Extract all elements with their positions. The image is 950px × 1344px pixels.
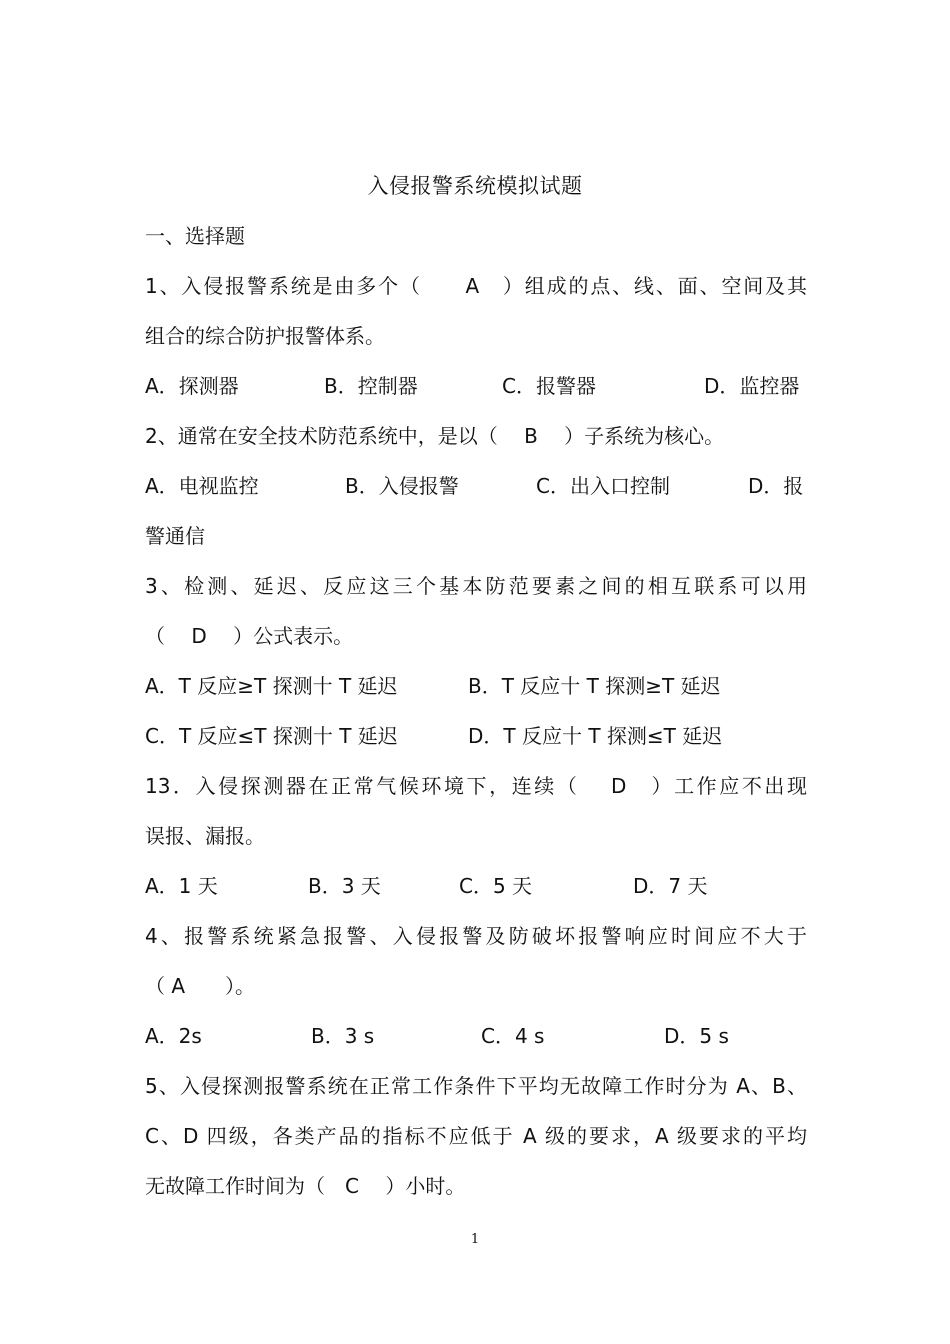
question-1-option-a: A．探测器 xyxy=(145,374,239,398)
question-1-option-d: D．监控器 xyxy=(704,374,800,398)
question-2-option-d: D．报 xyxy=(748,474,804,498)
question-2-options-tail: 警通信 xyxy=(145,524,205,548)
question-2-line-1: 2、通常在安全技术防范系统中，是以（ B ）子系统为核心。 xyxy=(145,424,725,448)
question-1-options xyxy=(145,368,807,418)
question-1-line-1: 1、入侵报警系统是由多个（ A ）组成的点、线、面、空间及其 xyxy=(145,274,807,298)
question-2-option-b: B．入侵报警 xyxy=(345,474,459,498)
document-title: 入侵报警系统模拟试题 xyxy=(367,174,583,198)
question-4-option-c: C．4 s xyxy=(481,1024,545,1048)
question-4-option-d: D．5 s xyxy=(664,1024,729,1048)
question-5-line-1: 5、入侵探测报警系统在正常工作条件下平均无故障工作时分为 A、B、 xyxy=(145,1074,807,1098)
question-4-option-a: A．2s xyxy=(145,1024,202,1048)
question-3-line-2: （ D ）公式表示。 xyxy=(145,624,354,648)
question-1-option-c: C．报警器 xyxy=(502,374,596,398)
question-1-option-b: B．控制器 xyxy=(324,374,418,398)
question-2-option-c: C．出入口控制 xyxy=(536,474,670,498)
section-heading: 一、选择题 xyxy=(145,224,245,248)
question-3-option-a: A．T 反应≥T 探测十 T 延迟 xyxy=(145,674,398,698)
question-2-option-a: A．电视监控 xyxy=(145,474,259,498)
document-body xyxy=(145,218,807,1218)
question-3-option-d: D．T 反应十 T 探测≤T 延迟 xyxy=(468,724,723,748)
question-5-line-3: 无故障工作时间为（ C ）小时。 xyxy=(145,1174,466,1198)
question-13-line-2: 误报、漏报。 xyxy=(145,824,265,848)
question-13-option-d: D．7 天 xyxy=(633,874,708,898)
question-4-options xyxy=(145,1018,807,1068)
question-13-option-b: B．3 天 xyxy=(308,874,381,898)
question-3-line-1: 3、检测、延迟、反应这三个基本防范要素之间的相互联系可以用 xyxy=(145,574,807,598)
page-number: 1 xyxy=(470,1232,480,1247)
question-4-option-b: B．3 s xyxy=(311,1024,375,1048)
question-3-option-c: C．T 反应≤T 探测十 T 延迟 xyxy=(145,724,398,748)
question-5-line-2: C、D 四级，各类产品的指标不应低于 A 级的要求，A 级要求的平均 xyxy=(145,1124,807,1148)
question-13-option-a: A．1 天 xyxy=(145,874,218,898)
question-3-options-row-1 xyxy=(145,668,807,718)
question-13-option-c: C．5 天 xyxy=(459,874,533,898)
question-13-line-1: 13．入侵探测器在正常气候环境下，连续（ D ）工作应不出现 xyxy=(145,774,807,798)
question-3-options-row-2 xyxy=(145,718,807,768)
question-3-option-b: B．T 反应十 T 探测≥T 延迟 xyxy=(468,674,721,698)
question-1-line-2: 组合的综合防护报警体系。 xyxy=(145,324,385,348)
question-2-options xyxy=(145,468,807,518)
question-13-options xyxy=(145,868,807,918)
question-4-line-1: 4、报警系统紧急报警、入侵报警及防破坏报警响应时间应不大于 xyxy=(145,924,807,948)
question-4-line-2: （ A ）。 xyxy=(145,974,256,998)
